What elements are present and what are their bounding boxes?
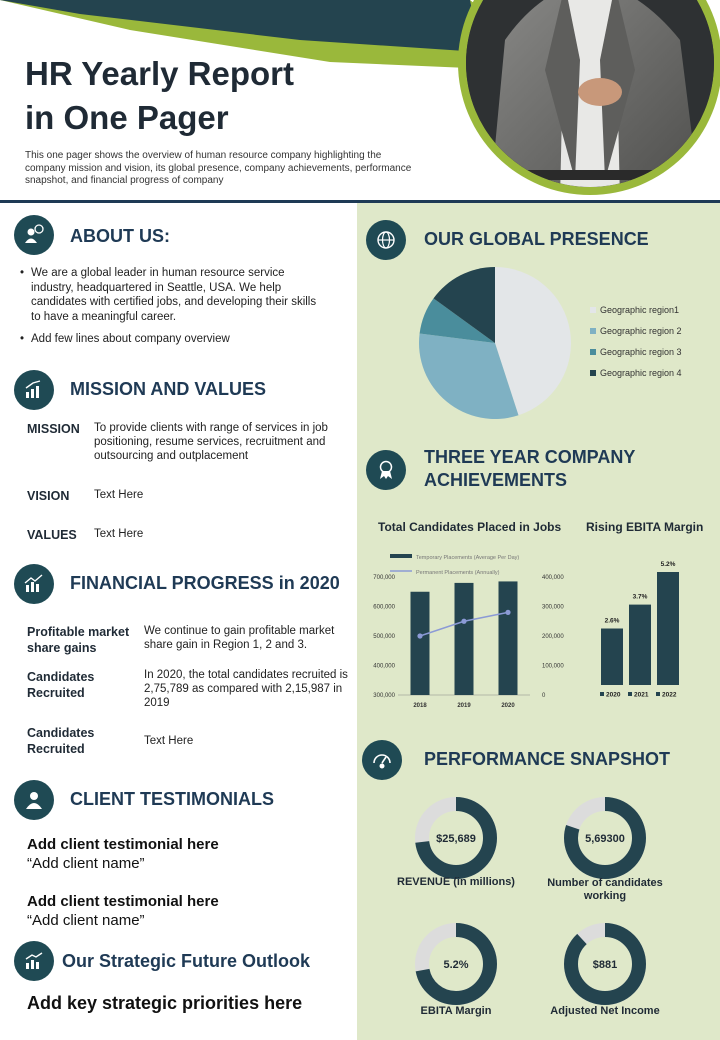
page-subtitle: This one pager shows the overview of human resource company highlighting the company mission and vision, its global presence, company achievements, performance snapshot, and financial progress of company (25, 150, 412, 186)
performance-heading: PERFORMANCE SNAPSHOT (424, 749, 671, 769)
legend-swatch (628, 692, 632, 696)
speedometer-icon (362, 740, 402, 780)
bar (657, 572, 679, 685)
legend-swatch (590, 328, 596, 334)
pie-legend-item (590, 347, 682, 357)
line-point (461, 619, 466, 624)
x-tick-label: 2019 (457, 703, 471, 709)
x-tick-label: 2020 (606, 691, 621, 699)
globe-icon (366, 220, 406, 260)
mission-key: MISSION (27, 422, 80, 436)
y-tick-label: 600,000 (373, 604, 395, 611)
candidates-chart-title: Total Candidates Placed in Jobs (378, 520, 562, 534)
global-pie-chart (410, 258, 580, 428)
financial-value: Text Here (144, 735, 194, 747)
line-point (505, 610, 510, 615)
legend-label: Geographic region 4 (600, 368, 682, 378)
donut-gauge (561, 920, 649, 1008)
legend-swatch (590, 370, 596, 376)
legend-label: Permanent Placements (Annually) (416, 570, 500, 576)
x-tick-label: 2018 (413, 703, 427, 709)
legend-label: Geographic region 2 (600, 326, 682, 336)
testimonial-text: Add client testimonial here (27, 893, 219, 910)
testimonial-client: “Add client name” (27, 912, 145, 929)
values-value: Text Here (94, 528, 144, 540)
person-icon (14, 780, 54, 820)
achievements-heading (424, 446, 635, 492)
financial-heading: FINANCIAL PROGRESS in 2020 (70, 573, 340, 593)
ebita-bar-chart (590, 545, 715, 715)
financial-chart-icon (14, 564, 54, 604)
donut-value: 5.2% (443, 959, 469, 971)
profile-photo (460, 0, 720, 200)
testimonial-client: “Add client name” (27, 855, 145, 872)
legend-label: Geographic region1 (600, 305, 680, 315)
y-tick-label: 400,000 (373, 663, 395, 670)
donut-gauge (561, 794, 649, 882)
donut-value: 5,69300 (585, 833, 625, 845)
strategy-chart-icon (14, 941, 54, 981)
donut-caption: REVENUE (in millions) (397, 876, 515, 888)
about-bullet: • We are a global leader in human resource service industry, headquartered in Seattle, USA. We help candidates with certified jobs, and developing their skills to have a meaningful career. (18, 266, 318, 324)
user-chat-icon (14, 215, 54, 255)
pie-legend-item (590, 368, 682, 378)
title-line-1: HR Yearly Report (25, 55, 294, 92)
donut-gauge (412, 920, 500, 1008)
y-tick-label: 100,000 (542, 663, 564, 670)
financial-value: In 2020, the total candidates recruited is 2,75,789 as compared with 2,15,987 in 2019 (144, 669, 348, 709)
title-line-2: in One Pager (25, 99, 229, 136)
bar (411, 592, 430, 695)
legend-swatch (656, 692, 660, 696)
donut-value: $25,689 (436, 833, 476, 845)
pie-legend-item (590, 326, 682, 336)
y-tick-label: 0 (542, 693, 546, 699)
data-label: 2.6% (604, 617, 620, 625)
x-tick-label: 2021 (634, 691, 649, 699)
y-tick-label: 500,000 (373, 634, 395, 640)
y-tick-label: 400,000 (542, 575, 564, 581)
legend-swatch (600, 692, 604, 696)
donut-caption: EBITA Margin (420, 1005, 492, 1017)
data-label: 5.2% (660, 561, 676, 568)
financial-key: Candidates Recruited (27, 726, 95, 756)
achievements-heading-line-1: THREE YEAR COMPANY (424, 447, 636, 467)
achievements-heading-line-2: ACHIEVEMENTS (424, 470, 568, 490)
vision-value: Text Here (94, 489, 144, 501)
candidates-combo-chart (360, 545, 564, 715)
about-heading: ABOUT US: (70, 226, 170, 246)
bar (499, 581, 518, 695)
donut-caption: Adjusted Net Income (550, 1005, 660, 1017)
y-tick-label: 300,000 (373, 693, 395, 699)
about-bullet: • Add few lines about company overview (18, 332, 318, 347)
outlook-heading: Our Strategic Future Outlook (62, 951, 311, 971)
financial-key: Profitable market share gains (27, 625, 130, 655)
y-tick-label: 200,000 (542, 634, 564, 640)
financial-value: We continue to gain profitable market share gain in Region 1, 2 and 3. (144, 625, 335, 651)
global-heading: OUR GLOBAL PRESENCE (424, 229, 649, 249)
header (0, 0, 720, 200)
bar (601, 629, 623, 686)
page-title (25, 52, 385, 140)
legend-label: Geographic region 3 (600, 347, 682, 357)
bar (455, 583, 474, 695)
mission-value: To provide clients with range of services in job positioning, resume services, recruitment and outsourcing and outplacement (94, 422, 328, 462)
ebita-chart-title: Rising EBITA Margin (586, 520, 704, 534)
data-label: 3.7% (632, 593, 648, 601)
vision-key: VISION (27, 489, 70, 503)
outlook-text: Add key strategic priorities here (27, 993, 303, 1013)
donut-gauge (412, 794, 500, 882)
legend-label: Temporary Placements (Average Per Day) (416, 555, 520, 561)
values-key: VALUES (27, 528, 77, 542)
about-list (18, 266, 318, 355)
mission-heading: MISSION AND VALUES (70, 379, 267, 399)
pie-legend-item (590, 305, 679, 315)
bar (629, 605, 651, 685)
y-tick-label: 700,000 (373, 575, 395, 581)
award-icon (366, 450, 406, 490)
donut-caption: Number of candidates working (547, 877, 663, 902)
line-point (417, 633, 422, 638)
testimonial-text: Add client testimonial here (27, 836, 219, 853)
legend-swatch (590, 307, 596, 313)
growth-chart-icon (14, 370, 54, 410)
financial-key: Candidates Recruited (27, 670, 95, 700)
legend-swatch (390, 554, 412, 558)
x-tick-label: 2020 (501, 703, 515, 709)
legend-swatch (590, 349, 596, 355)
donut-value: $881 (592, 959, 618, 971)
x-tick-label: 2022 (662, 691, 677, 699)
y-tick-label: 300,000 (542, 604, 564, 611)
testimonials-heading: CLIENT TESTIMONIALS (70, 789, 274, 809)
